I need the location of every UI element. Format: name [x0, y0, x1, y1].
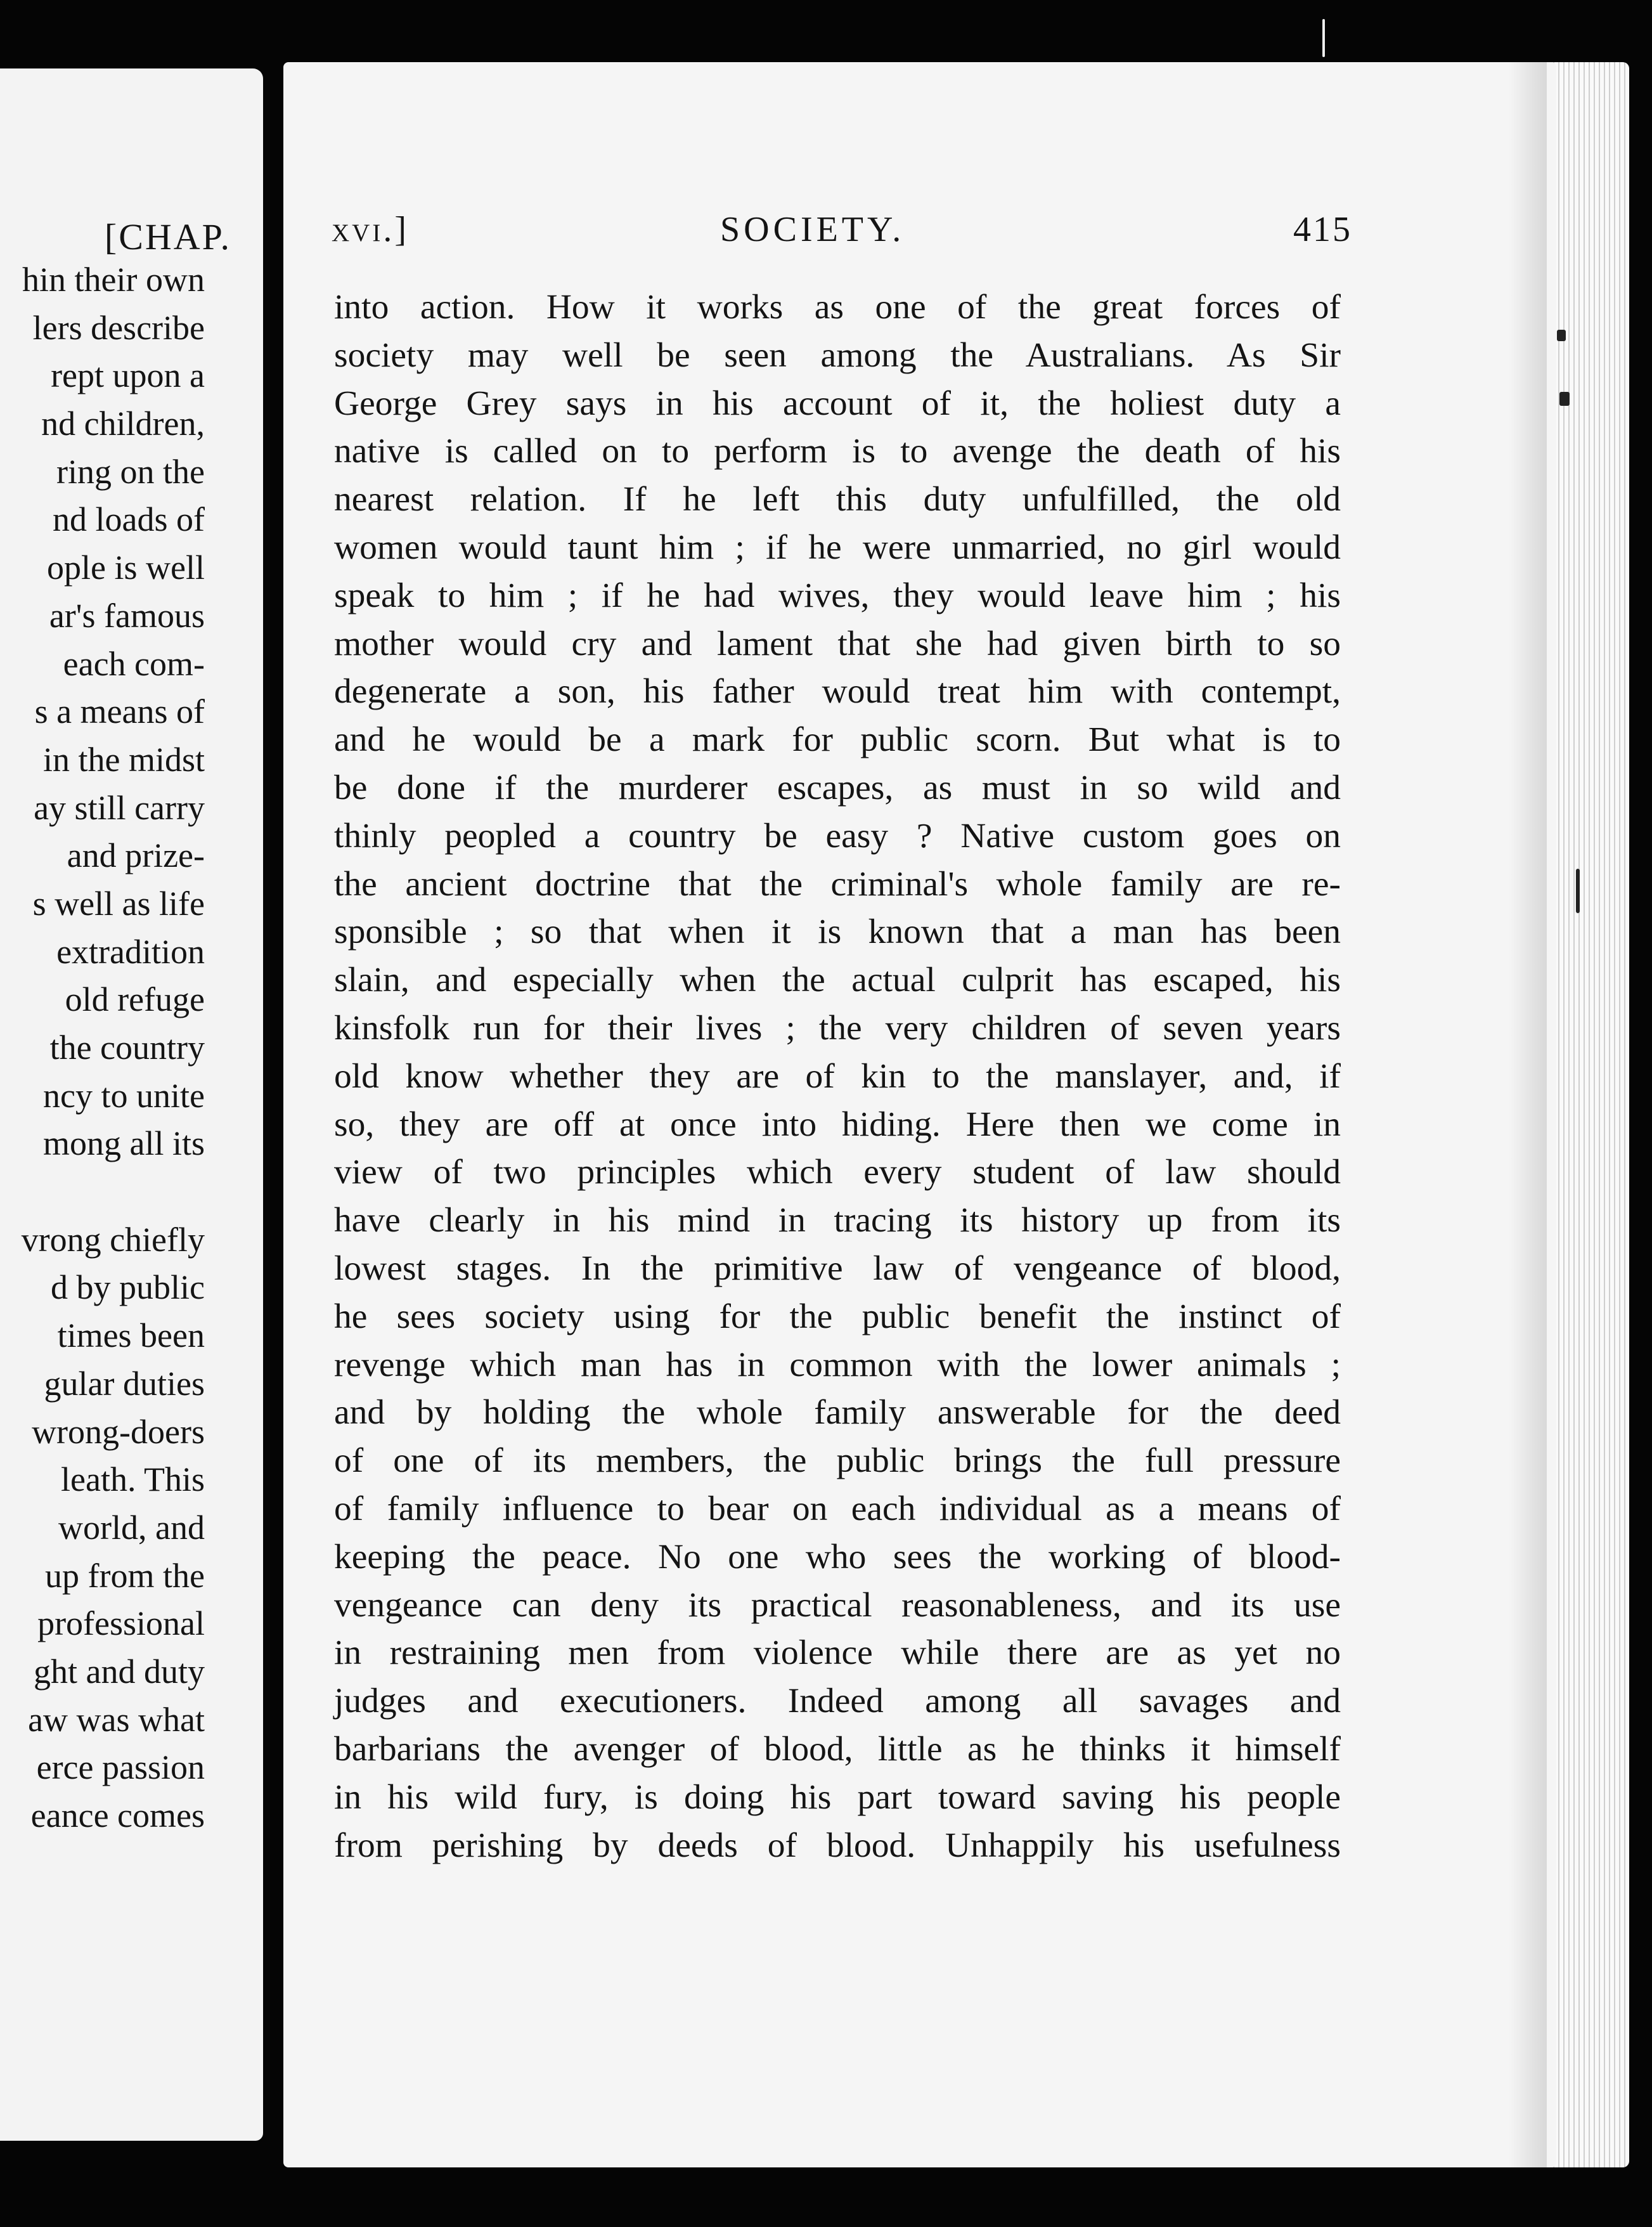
text-line: up from the	[45, 1556, 205, 1595]
text-line: from perishing by deeds of blood. Unhappily his usefulness	[334, 1826, 1341, 1865]
text-line: sponsible ; so that when it is known that a man has been	[334, 912, 1341, 952]
text-line: wrong-doers	[32, 1412, 205, 1451]
running-head	[332, 209, 1352, 260]
text-line: the ancient doctrine that the criminal's whole family are re-	[334, 864, 1341, 904]
text-line: d by public	[51, 1268, 205, 1307]
chapter-number: xvi.]	[332, 210, 409, 249]
text-line: have clearly in his mind in tracing its history up from its	[334, 1201, 1341, 1240]
text-line: so, they are off at once into hiding. Here then we come in	[334, 1105, 1341, 1144]
text-line: s well as life	[32, 884, 205, 923]
text-line: and he would be a mark for public scorn. But what is to	[334, 720, 1341, 760]
text-line: nearest relation. If he left this duty unfulfilled, the old	[334, 480, 1341, 519]
text-line: of one of its members, the public brings the full pressure	[334, 1441, 1341, 1481]
text-line: of family influence to bear on each individual as a means of	[334, 1489, 1341, 1528]
text-line: nd loads of	[53, 500, 205, 539]
text-line: nd children,	[41, 405, 205, 443]
text-line: kinsfolk run for their lives ; the very children of seven years	[334, 1008, 1341, 1048]
text-line: and by holding the whole family answerable for the deed	[334, 1393, 1341, 1432]
text-line: leath. This	[61, 1460, 205, 1499]
text-line: vrong chiefly	[21, 1220, 205, 1259]
page-number: 415	[1293, 210, 1352, 249]
text-line: hin their own	[22, 261, 205, 299]
text-line: slain, and especially when the actual culprit has escaped, his	[334, 961, 1341, 1000]
text-line: the country	[49, 1029, 205, 1067]
text-line: speak to him ; if he had wives, they would leave him ; his	[334, 576, 1341, 615]
text-line	[22, 1168, 205, 1216]
text-line: into action. How it works as one of the great forces of	[334, 288, 1341, 327]
text-line: aw was what	[28, 1700, 205, 1739]
text-line: erce passion	[36, 1748, 205, 1787]
text-line: ople is well	[47, 549, 205, 587]
text-line: George Grey says in his account of it, the holiest duty a	[334, 384, 1341, 423]
text-line: extradition	[56, 932, 205, 971]
text-line: old know whether they are of kin to the manslayer, and, if	[334, 1056, 1341, 1096]
text-line: vengeance can deny its practical reasonableness, and its use	[334, 1585, 1341, 1625]
scan-speck	[1557, 330, 1566, 341]
text-line: women would taunt him ; if he were unmarried, no girl would	[334, 528, 1341, 567]
text-line: native is called on to perform is to avenge the death of his	[334, 432, 1341, 471]
scan-speck	[1322, 19, 1325, 57]
text-line: and prize-	[67, 836, 205, 875]
text-line: view of two principles which every student of law should	[334, 1153, 1341, 1192]
text-line: society may well be seen among the Australians. As Sir	[334, 335, 1341, 375]
text-line: in restraining men from violence while there are as yet no	[334, 1633, 1341, 1673]
text-line: ring on the	[56, 452, 205, 491]
text-line: ght and duty	[34, 1652, 205, 1691]
text-line: in the midst	[43, 740, 205, 779]
text-line: revenge which man has in common with the lower animals ;	[334, 1345, 1341, 1384]
text-line: ay still carry	[34, 788, 205, 827]
text-line: mong all its	[43, 1124, 205, 1163]
text-line: barbarians the avenger of blood, little as he thinks it himself	[334, 1729, 1341, 1769]
text-line: ar's famous	[49, 596, 205, 635]
text-line: each com-	[63, 644, 205, 683]
scan-speck	[1559, 392, 1570, 406]
text-line: world, and	[58, 1508, 205, 1547]
text-line: lowest stages. In the primitive law of vengeance of blood,	[334, 1249, 1341, 1288]
text-line: be done if the murderer escapes, as must in so wild and	[334, 768, 1341, 807]
body-text	[334, 283, 1341, 1869]
left-page-text	[22, 256, 205, 1840]
left-page	[0, 68, 263, 2141]
text-line: eance comes	[30, 1796, 205, 1834]
text-line: thinly peopled a country be easy ? Native custom goes on	[334, 816, 1341, 855]
text-line: rept upon a	[51, 356, 205, 395]
text-line: ncy to unite	[43, 1076, 205, 1115]
text-line: judges and executioners. Indeed among all savages and	[334, 1682, 1341, 1721]
text-line: keeping the peace. No one who sees the working of blood-	[334, 1537, 1341, 1576]
text-line: gular duties	[44, 1364, 205, 1403]
text-line: he sees society using for the public benefit the instinct of	[334, 1297, 1341, 1336]
text-line: in his wild fury, is doing his part toward saving his people	[334, 1777, 1341, 1817]
text-line: professional	[37, 1604, 205, 1643]
text-line: lers describe	[32, 308, 205, 347]
text-line: s a means of	[34, 692, 205, 731]
text-line: old refuge	[65, 980, 205, 1019]
left-running-head: [CHAP.	[104, 216, 231, 257]
page-edges-shade	[1509, 62, 1547, 2167]
text-line: mother would cry and lament that she had given birth to so	[334, 624, 1341, 663]
scan-speck	[1576, 869, 1580, 913]
text-line: times been	[57, 1316, 205, 1355]
text-line: degenerate a son, his father would treat him with contempt,	[334, 672, 1341, 711]
section-title: SOCIETY.	[720, 210, 905, 249]
